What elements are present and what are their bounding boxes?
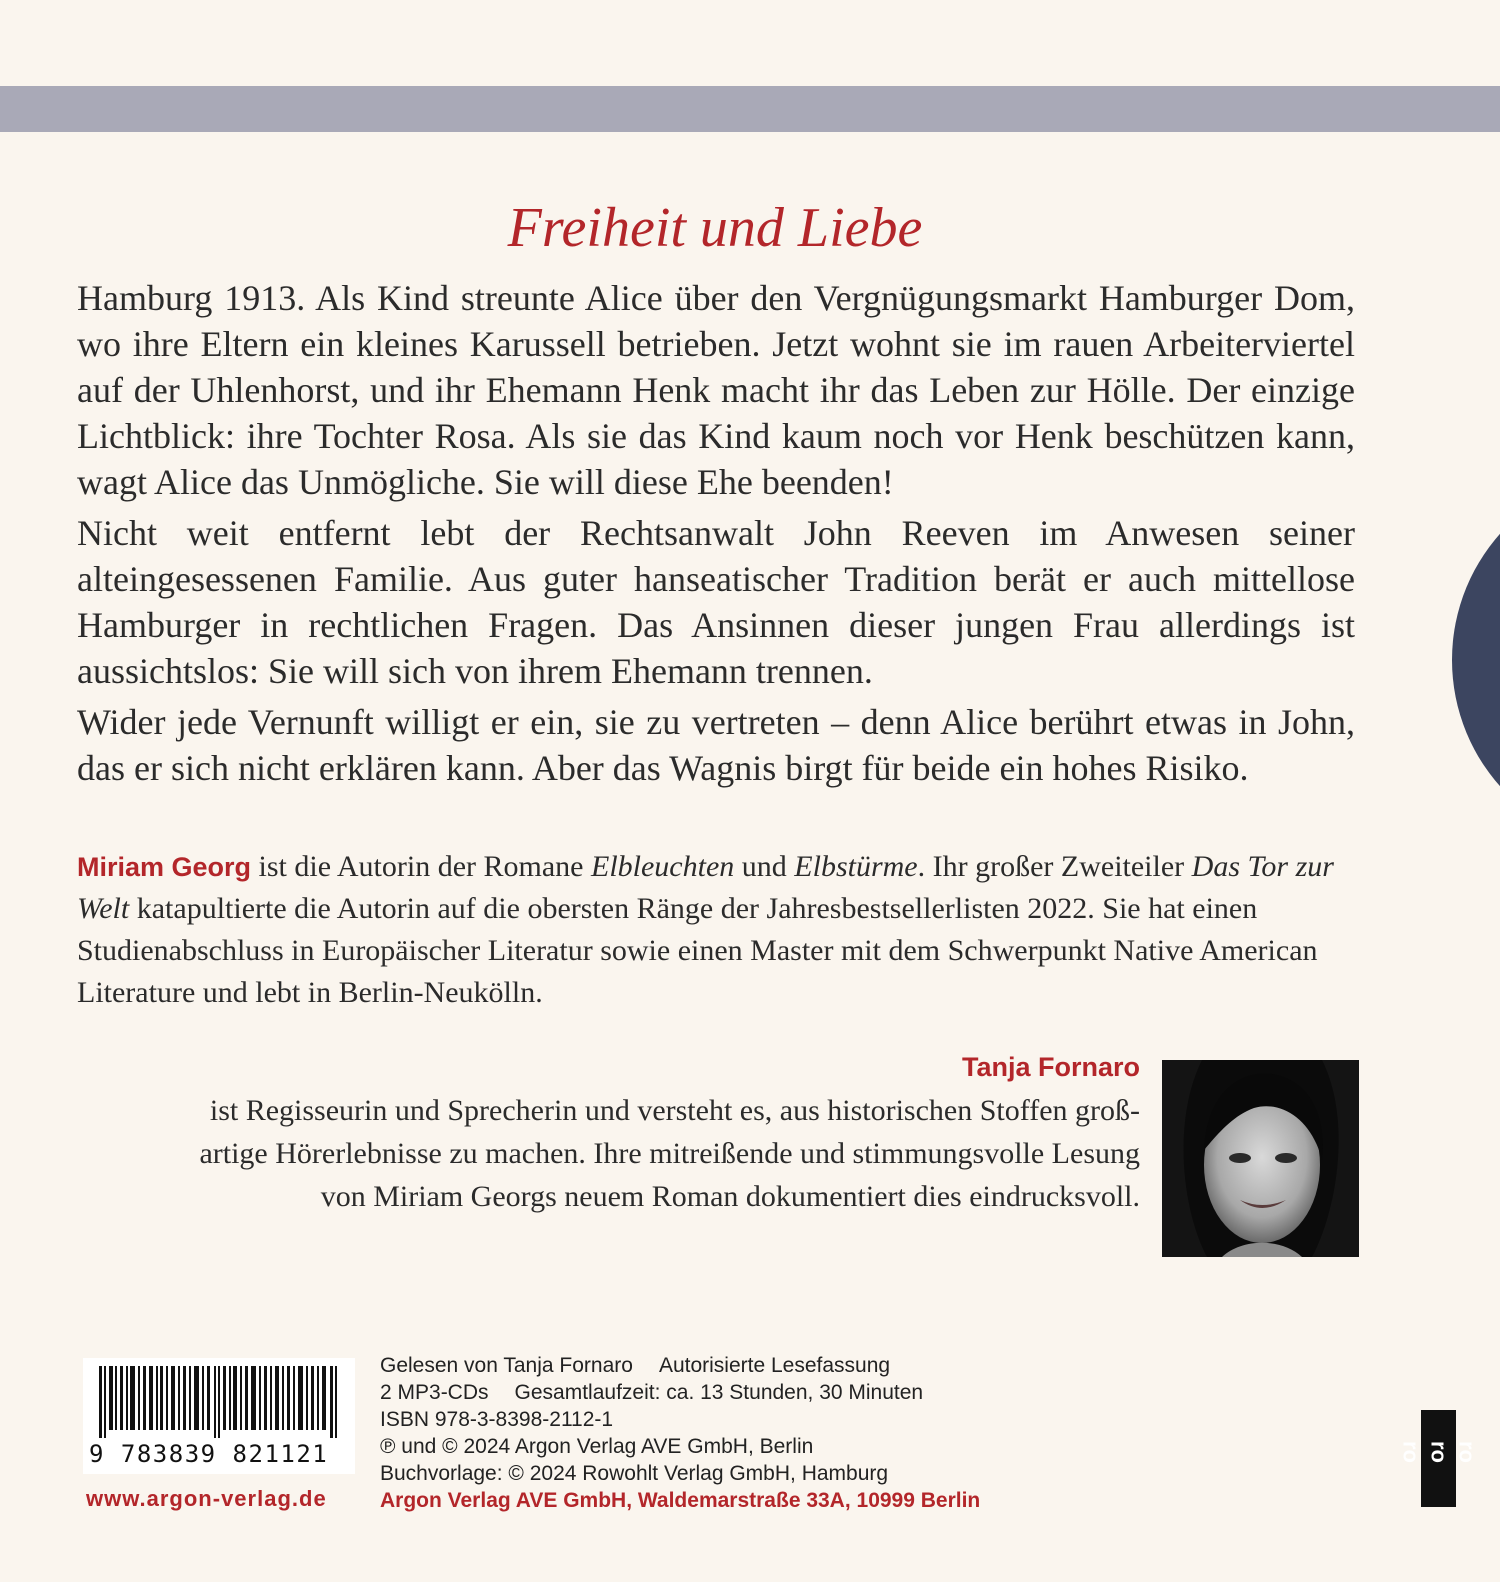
book-title: Das Tor zur Welt	[77, 850, 1334, 925]
author-bio	[77, 846, 1347, 1014]
author-text: ist die Autorin der Romane	[251, 850, 591, 883]
format: 2 MP3-CDs	[380, 1381, 489, 1404]
author-text: und	[734, 850, 795, 883]
publisher-website[interactable]: www.argon-verlag.de	[86, 1486, 327, 1511]
blurb-paragraph: Hamburg 1913. Als Kind streunte Alice über den Vergnügungsmarkt Hamburger Dom, wo ihre Eltern ein kleines Karussell betrieben. Jetzt wohnt sie im rauen Arbeiterviertel auf der Uhlenhorst, und ihr Ehemann Henk macht ihr das Leben zur Hölle. Der einzige Lichtblick: ihre Tochter Rosa. Als sie das Kind kaum noch vor Henk beschützen kann, wagt Alice das Unmögliche. Sie will diese Ehe beenden!	[77, 278, 1355, 502]
book-title: Elbstürme	[794, 850, 918, 883]
barcode-bars	[99, 1366, 339, 1438]
rororo-logo	[1398, 1410, 1480, 1507]
blurb-paragraph: Nicht weit entfernt lebt der Rechtsanwalt John Reeven im Anwesen seiner alteingesessenen Familie. Aus guter hanseatischer Tradition berät er auch mittellose Hamburger in rechtlichen Fragen. Das Ansinnen dieser jungen Frau allerdings ist aussichtslos: Sie will sich von ihrem Ehemann trennen.	[77, 513, 1355, 691]
rororo-logo-text: ro ro ro	[1398, 1441, 1480, 1463]
credits	[380, 1352, 980, 1514]
narrator-bio-line: artige Hörerlebnisse zu machen. Ihre mitreißende und stimmungsvolle Lesung	[199, 1137, 1140, 1170]
edition-note: Autorisierte Lesefassung	[658, 1354, 891, 1377]
author-text: . Ihr großer Zweiteiler	[917, 850, 1192, 883]
source-copyright: Buchvorlage: © 2024 Rowohlt Verlag GmbH, Hamburg	[380, 1462, 889, 1485]
narrator-portrait	[1162, 1060, 1359, 1257]
blurb	[77, 275, 1355, 796]
publisher-address: Argon Verlag AVE GmbH, Waldemarstraße 33A, 10999 Berlin	[380, 1489, 981, 1512]
narrator-bio-line: ist Regisseurin und Sprecherin und versteht es, aus historischen Stoffen groß-	[209, 1094, 1140, 1127]
book-title: Elbleuchten	[591, 850, 735, 883]
narrator-bio-line: von Miriam Georgs neuem Roman dokumentiert dies eindrucksvoll.	[320, 1180, 1140, 1213]
author-text: katapultierte die Autorin auf die obersten Ränge der Jahresbestsellerlisten 2022. Sie hat einen Studienabschluss in Europäischer Literatur sowie einen Master mit dem Schwerpunkt Native American Literature und lebt in Berlin-Neukölln.	[77, 892, 1318, 1009]
read-by: Gelesen von Tanja Fornaro	[380, 1354, 633, 1377]
narrator-bio	[100, 1045, 1140, 1218]
runtime: Gesamtlaufzeit: ca. 13 Stunden, 30 Minuten	[514, 1381, 924, 1404]
narrator-name: Tanja Fornaro	[961, 1052, 1140, 1082]
barcode	[83, 1358, 355, 1474]
headline: Freiheit und Liebe	[507, 197, 923, 259]
copyright: ℗ und © 2024 Argon Verlag AVE GmbH, Berlin	[380, 1435, 814, 1458]
blurb-paragraph: Wider jede Vernunft willigt er ein, sie zu vertreten – denn Alice berührt etwas in John, das er sich nicht erklären kann. Aber das Wagnis birgt für beide ein hohes Risiko.	[77, 702, 1355, 788]
author-name: Miriam Georg	[77, 852, 252, 882]
isbn: ISBN 978-3-8398-2112-1	[380, 1408, 614, 1431]
cd-disc-edge	[1452, 470, 1500, 850]
top-color-band	[0, 86, 1500, 132]
barcode-number: 9 783839 821121	[89, 1440, 329, 1468]
